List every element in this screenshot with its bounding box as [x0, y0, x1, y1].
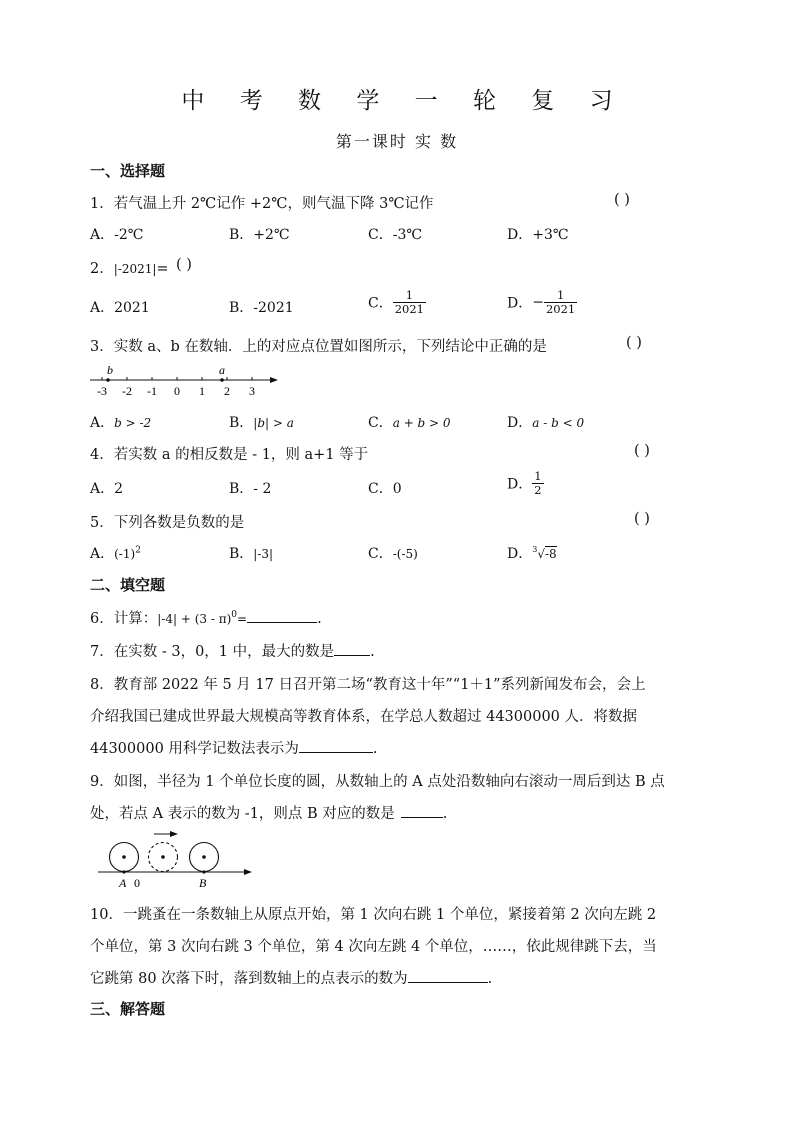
option-expression: |b| > a	[253, 416, 294, 430]
number-line-arrow-icon	[270, 377, 278, 383]
number-line-tick-label: 0	[174, 384, 180, 398]
question-2-equals: =	[156, 261, 169, 277]
question-1-text: 1．若气温上升 2℃记作 +2℃，则气温下降 3℃记作	[90, 196, 434, 212]
question-8-line-1: 8．教育部 2022 年 5 月 17 日召开第二场“教育这十年”“1＋1”系列新闻发布会，会上	[90, 677, 646, 693]
circle-center-marker	[161, 855, 165, 859]
question-2-answer-paren: ( )	[176, 257, 192, 273]
question-1-option-d: D．+3℃	[507, 227, 569, 243]
question-1-option-a: A．-2℃	[90, 227, 144, 243]
page-title: 中 考 数 学 一 轮 复 习	[181, 88, 627, 114]
option-label: D．	[507, 546, 533, 562]
question-10-period: .	[487, 971, 493, 987]
section-heading-answer: 三、解答题	[90, 1000, 166, 1018]
point-a-label: A	[119, 876, 127, 890]
question-6-period: .	[317, 611, 322, 627]
question-4-option-c: C．0	[368, 481, 402, 497]
question-9-line-1: 9．如图，半径为 1 个单位长度的圆，从数轴上的 A 点处沿数轴向右滚动一周后到达 B 点	[90, 774, 665, 790]
question-2-stem	[90, 257, 169, 278]
fraction-numerator: 1	[393, 289, 426, 303]
question-4-text: 4．若实数 a 的相反数是 - 1，则 a+1 等于	[90, 447, 369, 463]
question-9-period: .	[442, 806, 448, 822]
minus-sign: −	[532, 294, 544, 311]
number-line-tick-label: 1	[199, 384, 205, 398]
option-expression: |-3|	[253, 547, 274, 561]
question-8-text: 44300000 用科学记数法表示为	[90, 741, 299, 757]
option-expression: b > -2	[114, 416, 152, 430]
question-1-option-c: C．-3℃	[368, 227, 423, 243]
question-6-expression: |-4| + (3 - π)	[157, 612, 232, 626]
question-10-line-3	[90, 967, 492, 988]
question-2-number: 2．	[90, 261, 114, 277]
question-7-text: 7．在实数 - 3，0，1 中，最大的数是	[90, 644, 335, 660]
question-2-option-d-fraction	[544, 289, 577, 316]
page-subtitle: 第一课时 实 数	[335, 132, 459, 151]
question-6-lead: 6．计算：	[90, 611, 158, 627]
question-6	[90, 607, 322, 628]
direction-arrow-icon	[170, 831, 178, 837]
question-8-period: .	[372, 741, 378, 757]
option-label: D．	[507, 415, 533, 431]
answer-blank[interactable]	[334, 642, 370, 656]
question-2-option-c-label: C．	[368, 295, 393, 312]
question-5-option-c	[368, 543, 418, 563]
root-index: 3	[532, 545, 538, 554]
question-9-text: 处，若点 A 表示的数为 -1，则点 B 对应的数是	[90, 806, 395, 822]
question-4-option-b: B．- 2	[229, 481, 272, 497]
point-a-label: a	[219, 363, 225, 377]
number-line-tick-label: -2	[122, 384, 132, 398]
circle-center-marker	[202, 855, 206, 859]
question-4-option-d-fraction	[532, 470, 543, 497]
option-expression: a + b > 0	[392, 416, 451, 430]
point-b-marker	[202, 870, 205, 873]
question-2-option-b: B．-2021	[229, 300, 294, 316]
fraction-denominator: 2021	[394, 302, 424, 316]
point-b-label: B	[199, 876, 207, 890]
option-label: B．	[229, 415, 254, 431]
question-10-line-2: 个单位，第 3 次向右跳 3 个单位，第 4 次向左跳 4 个单位，……，依此规律跳下去，当	[90, 939, 657, 955]
answer-blank[interactable]	[247, 609, 317, 623]
question-1-option-b: B．+2℃	[229, 227, 290, 243]
option-label: A．	[90, 415, 115, 431]
question-3-answer-paren: ( )	[626, 335, 642, 351]
question-5-option-d	[507, 543, 557, 563]
question-9-line-2	[90, 802, 447, 823]
number-line-tick-label: -3	[97, 384, 107, 398]
rolling-circle-figure	[96, 826, 266, 888]
option-label: C．	[368, 415, 393, 431]
fraction-numerator: 1	[534, 469, 542, 483]
section-heading-choice: 一、选择题	[90, 162, 166, 180]
question-2-abs-expression: |-2021|	[113, 262, 157, 276]
question-5-text: 5．下列各数是负数的是	[90, 515, 245, 531]
question-8-line-3	[90, 737, 378, 758]
question-3-option-b	[229, 412, 294, 432]
question-6-exponent: 0	[231, 610, 237, 621]
point-a-marker	[220, 378, 224, 382]
question-10-line-1: 10．一跳蚤在一条数轴上从原点开始，第 1 次向右跳 1 个单位，紧接着第 2 次向左跳 2	[90, 907, 657, 923]
point-a-marker	[122, 870, 125, 873]
question-1-answer-paren: ( )	[614, 192, 630, 208]
fraction-denominator: 2021	[545, 302, 576, 316]
number-line-tick-label: 2	[224, 384, 230, 398]
question-5-option-b	[229, 543, 273, 563]
option-expression: a - b < 0	[532, 416, 585, 430]
section-heading-fill: 二、填空题	[90, 576, 166, 594]
question-3-option-c	[368, 412, 451, 432]
question-3-option-a	[90, 412, 151, 432]
question-7	[90, 640, 375, 661]
number-line-tick-label: -1	[147, 384, 157, 398]
fraction-denominator: 2	[534, 483, 542, 497]
fraction-numerator: 1	[544, 289, 577, 303]
option-label: D．	[507, 476, 533, 493]
question-7-period: .	[370, 644, 375, 660]
option-expression: -(-5)	[392, 547, 418, 561]
number-line-arrow-icon	[244, 869, 252, 875]
question-3-option-d	[507, 412, 584, 432]
answer-blank[interactable]	[401, 804, 443, 818]
answer-blank[interactable]	[408, 969, 488, 983]
question-2-option-a: A．2021	[90, 300, 150, 316]
answer-blank[interactable]	[299, 739, 373, 753]
question-8-line-2: 介绍我国已建成世界最大规模高等教育体系，在学总人数超过 44300000 人．将数据	[90, 709, 638, 725]
question-4-option-d	[507, 470, 544, 497]
point-b-label: b	[107, 363, 113, 377]
number-line-tick-label: 3	[249, 384, 255, 398]
number-line-figure	[88, 362, 288, 398]
radicand: -8	[544, 547, 557, 561]
question-5-answer-paren: ( )	[634, 511, 650, 527]
option-exponent: 2	[135, 545, 141, 556]
question-6-equals: =	[237, 612, 248, 626]
question-5-option-a	[90, 543, 141, 563]
question-4-answer-paren: ( )	[634, 443, 650, 459]
question-2-option-d	[507, 289, 577, 316]
origin-label: 0	[134, 876, 140, 890]
option-label: C．	[368, 546, 393, 562]
point-b-marker	[106, 378, 110, 382]
question-2-option-c-fraction	[393, 289, 426, 316]
question-2-option-d-label: D．	[507, 295, 533, 312]
option-label: A．	[90, 546, 115, 562]
radical-sign-icon: √	[537, 547, 545, 561]
question-10-text: 它跳第 80 次落下时，落到数轴上的点表示的数为	[90, 971, 408, 987]
question-4-option-a: A．2	[90, 481, 124, 497]
circle-center-marker	[122, 855, 126, 859]
question-3-text: 3．实数 a、b 在数轴．上的对应点位置如图所示，下列结论中正确的是	[90, 339, 547, 355]
question-2-option-c	[368, 289, 426, 316]
option-label: B．	[229, 546, 254, 562]
option-expression: (-1)	[114, 547, 136, 561]
